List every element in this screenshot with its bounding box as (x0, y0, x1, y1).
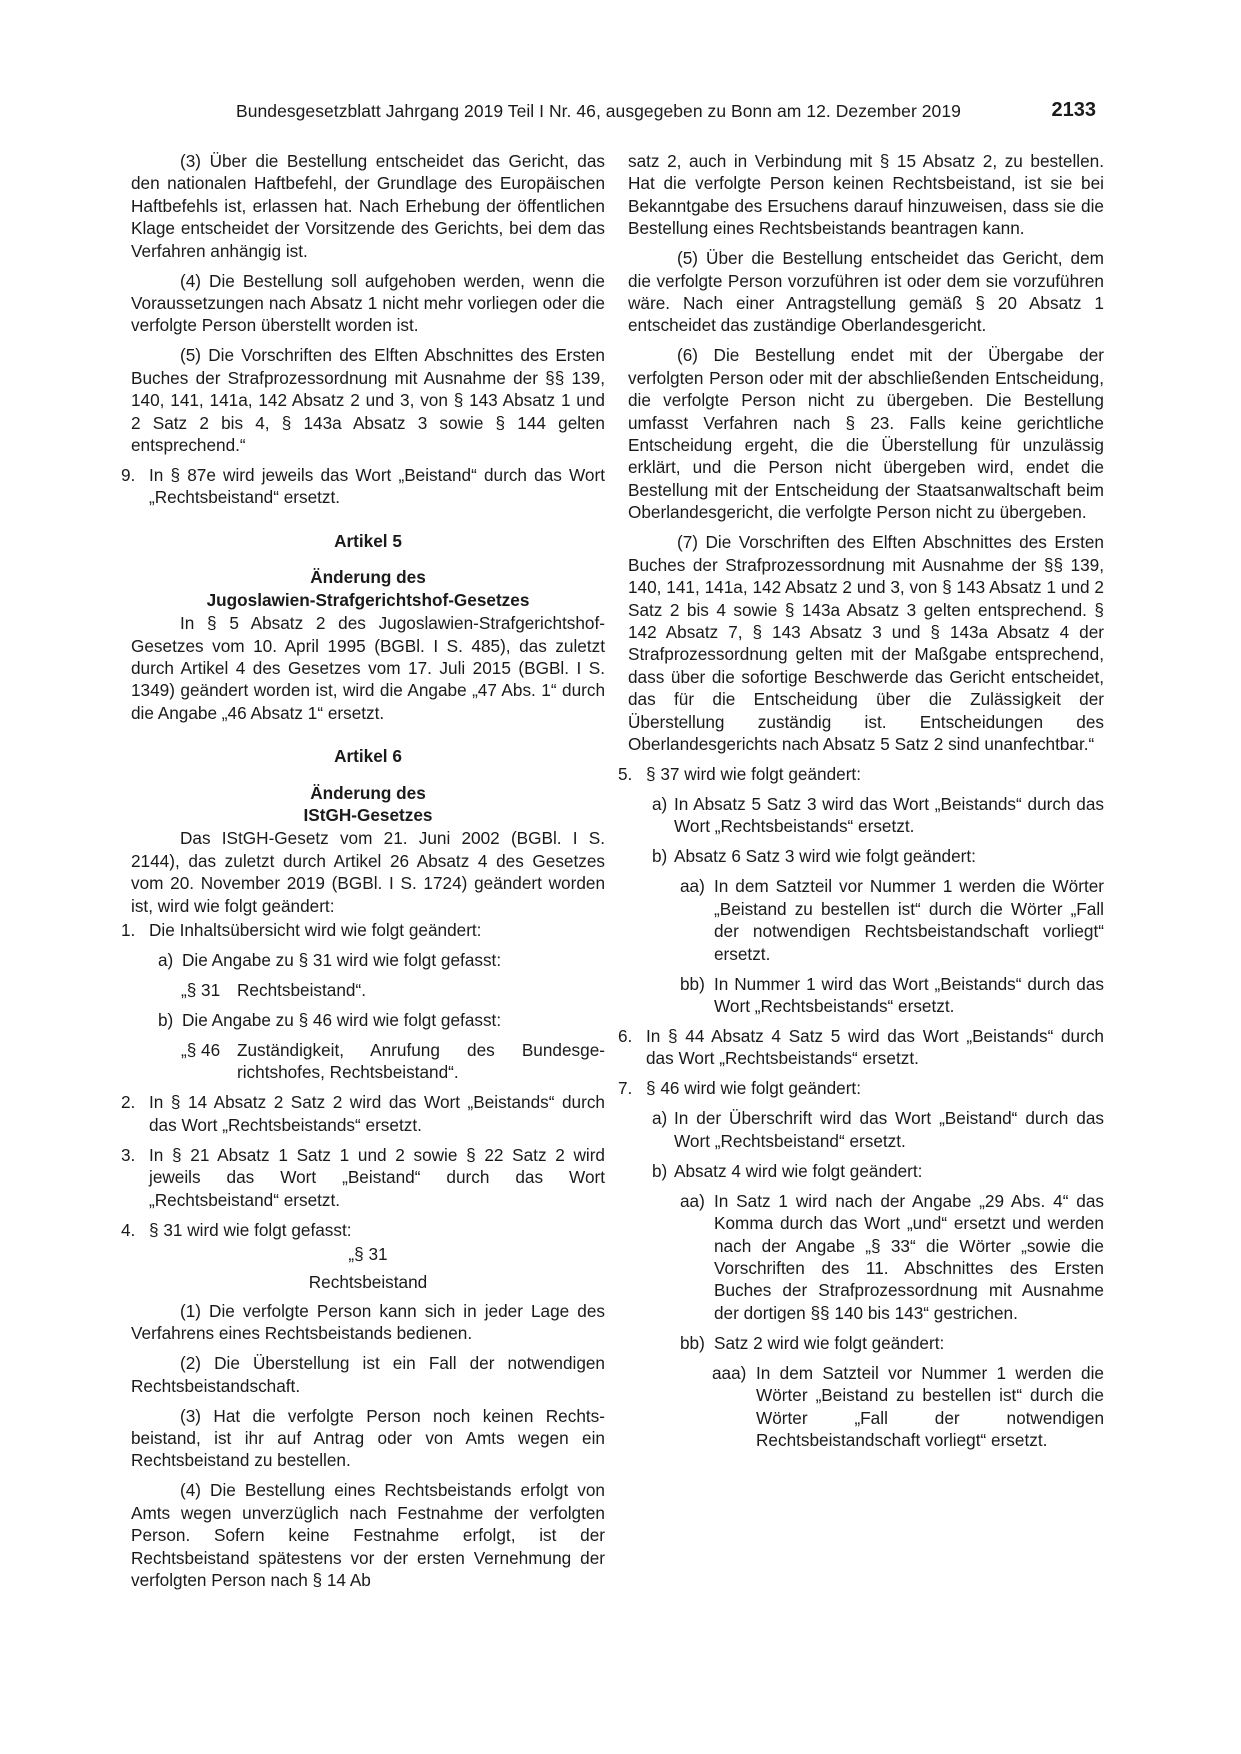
item-number: aaa) (712, 1362, 747, 1383)
item-number: b) (652, 846, 668, 867)
list-item (652, 845, 1104, 867)
item-number: aa) (680, 1190, 705, 1211)
item-number: aa) (680, 876, 705, 897)
item-text: § 46 wird wie folgt geändert: (646, 1078, 861, 1099)
item-number: b) (158, 1009, 174, 1030)
item-text: In Nummer 1 wird das Wort „Beistands“ durch das Wort „Rechtsbeistands“ ersetzt. (714, 973, 1104, 1016)
item-number: a) (652, 1108, 668, 1129)
item-number: 1. (121, 919, 136, 940)
list-item (618, 763, 1104, 785)
item-text: In dem Satzteil vor Nummer 1 werden die Wörter „Beistand zu bestellen ist“ durch die Wörter „Fall der notwendigen Rechtsbeistandschaft vorliegt“ ersetzt. (714, 876, 1104, 964)
item-text: Die Angabe zu § 31 wird wie folgt gefasst: (182, 949, 502, 970)
item-number: 2. (121, 1092, 136, 1113)
item-number: bb) (680, 973, 705, 994)
article-subheading: Änderung des (310, 782, 426, 803)
item-number: a) (158, 949, 174, 970)
item-text: § 31 wird wie folgt gefasst: (149, 1219, 352, 1240)
list-item (121, 1144, 605, 1211)
list-item (618, 1025, 1104, 1070)
list-item (680, 1190, 1104, 1324)
list-item (652, 1160, 1104, 1182)
article-heading: Artikel 5 (334, 530, 402, 551)
quoted-entry (181, 979, 605, 1001)
paragraph: (4) Die Bestellung soll aufgehoben werden, wenn die Voraussetzungen nach Absatz 1 nicht mehr vorliegen oder die verfolgte Person überstellt worden ist. (131, 270, 605, 336)
gazette-title: Bundesgesetzblatt Jahrgang 2019 Teil I Nr. 46, ausgegeben zu Bonn am 12. Dezember 2019 (236, 101, 961, 121)
section-title: Rechtsbeistand (308, 1272, 428, 1293)
left-column (121, 150, 605, 1599)
list-item (652, 1107, 1104, 1152)
item-text: § 37 wird wie folgt geändert: (646, 763, 861, 784)
list-item (618, 1077, 1104, 1099)
item-text: Absatz 6 Satz 3 wird wie folgt geändert: (674, 846, 976, 867)
paragraph: (5) Die Vorschriften des Elften Abschnittes des Ersten Buches der Strafprozessordnung mit Ausnahme der §§ 139, 140, 141, 141a, 142 Absatz 2 und 3, von § 143 Absatz 1 und 2 Satz 2 bis 4, § 143a Absatz 3 sowie § 144 gelten entsprechend.“ (131, 345, 605, 456)
list-item (652, 793, 1104, 838)
list-item (680, 1332, 1104, 1354)
item-number: 3. (121, 1144, 136, 1165)
article-subheading: Änderung des (310, 567, 426, 588)
item-text: In § 14 Absatz 2 Satz 2 wird das Wort „Beistands“ durch das Wort „Rechtsbeistands“ ersetzt. (149, 1092, 605, 1135)
item-number: 5. (618, 763, 633, 784)
paragraph: (3) Über die Bestellung entscheidet das Gericht, das den nationalen Haftbefehl, der Grundlage des Europäischen Haftbefehls ist, erlassen hat. Nach Erhebung der öffentlichen Klage entscheidet der Vorsitzende des Gerichts, bei dem das Verfahren anhängig ist. (131, 151, 605, 261)
paragraph: (4) Die Bestellung eines Rechtsbeistands erfolgt von Amts wegen unverzüglich nach Festnahme der verfolgten Person. Sofern keine Festnahme erfolgt, ist der Rechtsbeistand spätestens vor der ersten Vernehmung der verfolgten Person nach § 14 Ab (131, 1480, 605, 1591)
right-column (618, 150, 1104, 1459)
page-header (236, 99, 1096, 125)
page-number: 2133 (1051, 99, 1096, 121)
item-text: In Absatz 5 Satz 3 wird das Wort „Beistands“ durch das Wort „Rechtsbeistands“ ersetzt. (674, 793, 1104, 837)
item-text: In der Überschrift wird das Wort „Beistand“ durch das Wort „Rechtsbeistand“ ersetzt. (674, 1108, 1104, 1151)
list-item (121, 919, 605, 941)
paragraph: (2) Die Überstellung ist ein Fall der notwendigen Rechtsbeistandschaft. (131, 1353, 605, 1396)
list-item (158, 949, 605, 971)
list-item (680, 875, 1104, 965)
list-item (712, 1362, 1104, 1452)
paragraph: (5) Über die Bestellung entscheidet das Gericht, dem die verfolgte Person vorzuführen ist oder dem sie vorzuführen wäre. Nach einer Antragstellung gemäß § 20 Absatz 1 entscheidet das zuständige Oberlandesgericht. (628, 248, 1104, 336)
paragraph: (6) Die Bestellung endet mit der Übergabe der verfolgten Person oder mit der abschließenden Entscheidung, die verfolgte Person nicht zu übergeben. Die Bestellung umfasst Verfahren nach § 23. Falls keine gerichtliche Entscheidung ergeht, die die Überstellung für unzulässig erklärt, und die Person nicht übergeben wird, endet die Bestellung mit der Entscheidung der Staatsanwaltschaft beim Oberlandesgericht, die verfolgte Person nicht zu übergeben. (628, 345, 1104, 523)
paragraph: (1) Die verfolgte Person kann sich in jeder Lage des Verfahrens eines Rechtsbeistands bedienen. (131, 1300, 605, 1344)
article-subheading: Jugoslawien-Strafgerichtshof-Gesetzes (206, 589, 530, 610)
item-text: In § 21 Absatz 1 Satz 1 und 2 sowie § 22 Satz 2 wird jeweils das Wort „Beistand“ durch das Wort „Rechtsbeistand“ ersetzt. (149, 1144, 605, 1210)
article-heading: Artikel 6 (334, 746, 402, 767)
item-number: b) (652, 1160, 668, 1181)
paragraph: In § 5 Absatz 2 des Jugoslawien-Strafgerichtshof-Gesetzes vom 10. April 1995 (BGBl. I S. 485), das zuletzt durch Artikel 4 des Gesetzes vom 17. Juli 2015 (BGBl. I S. 1349) geändert worden ist, wird die Angabe „47 Abs. 1“ durch die Angabe „46 Absatz 1“ ersetzt. (131, 613, 605, 723)
list-item (121, 464, 605, 509)
item-text: Satz 2 wird wie folgt geändert: (714, 1332, 945, 1353)
item-text: In § 87e wird jeweils das Wort „Beistand“ durch das Wort „Rechtsbeistand“ ersetzt. (149, 465, 605, 508)
paragraph: (7) Die Vorschriften des Elften Abschnittes des Ersten Buches der Strafprozessordnung mit Ausnahme der §§ 139, 140, 141, 141a, 142 Absatz 2 und 3, von § 143 Absatz 1 und 2 Satz 2 bis 4 sowie § 143a Absatz 3 gelten entsprechend. § 142 Absatz 7, § 143 Absatz 3 und § 143a Absatz 4 der Strafprozessordnung gelten mit der Maßgabe entsprechend, dass über die sofortige Beschwerde das Gericht entscheidet, das für die Entscheidung über die Zulässigkeit der Überstellung zuständig ist. Entscheidungen des Oberlandesgerichts nach Absatz 5 Satz 2 sind unanfechtbar.“ (628, 532, 1104, 754)
quoted-text: Zuständigkeit, Anrufung des Bundesgerichtshofes, Rechtsbeistand“. (237, 1039, 605, 1083)
paragraph: Das IStGH-Gesetz vom 21. Juni 2002 (BGBl. I S. 2144), das zuletzt durch Artikel 26 Absatz 4 des Gesetzes vom 20. November 2019 (BGBl. I S. 1724) geändert worden ist, wird wie folgt geändert: (131, 828, 605, 916)
article-subheading: IStGH-Gesetzes (303, 804, 433, 825)
item-text: Die Inhaltsübersicht wird wie folgt geändert: (149, 919, 482, 940)
item-number: 6. (618, 1025, 633, 1046)
item-number: bb) (680, 1332, 705, 1353)
quoted-section: „§ 31 (181, 979, 221, 1000)
item-text: Absatz 4 wird wie folgt geändert: (674, 1160, 923, 1181)
list-item (121, 1219, 605, 1241)
item-text: In Satz 1 wird nach der Angabe „29 Abs. 4“ das Komma durch das Wort „und“ ersetzt und werden nach der Angabe „§ 33“ die Wörter „sowie die Vorschriften des 11. Abschnittes des Ersten Buches der Strafprozessordnung mit Ausnahme der dortigen §§ 140 bis 143“ gestrichen. (714, 1190, 1104, 1323)
item-number: a) (652, 793, 668, 814)
item-text: In § 44 Absatz 4 Satz 5 wird das Wort „Beistands“ durch das Wort „Rechtsbeistands“ ersetzt. (646, 1025, 1104, 1069)
item-number: 7. (618, 1078, 633, 1099)
list-item (680, 973, 1104, 1018)
item-text: Die Angabe zu § 46 wird wie folgt gefasst: (182, 1009, 502, 1030)
quoted-text: Rechtsbeistand“. (237, 979, 366, 1000)
item-text: In dem Satzteil vor Nummer 1 werden die Wörter „Beistand zu bestellen ist“ durch die Wörter „Fall der notwendigen Rechtsbeistandschaft vorliegt“ ersetzt. (756, 1362, 1104, 1451)
quoted-section: „§ 46 (181, 1039, 221, 1060)
list-item (158, 1009, 605, 1031)
list-item (121, 1091, 605, 1136)
paragraph: (3) Hat die verfolgte Person noch keinen Rechtsbeistand, ist ihr auf Antrag oder von Amts wegen ein Rechtsbeistand zu bestellen. (131, 1405, 605, 1471)
quoted-entry (181, 1039, 605, 1084)
paragraph: satz 2, auch in Verbindung mit § 15 Absatz 2, zu bestellen. Hat die verfolgte Person keinen Rechtsbeistand, ist sie bei Bekanntgabe des Ersuchens darauf hinzuweisen, dass sie die Bestellung eines Rechtsbeistands beantragen kann. (628, 151, 1104, 239)
item-number: 9. (121, 465, 136, 486)
section-number: „§ 31 (348, 1244, 388, 1264)
item-number: 4. (121, 1219, 136, 1240)
